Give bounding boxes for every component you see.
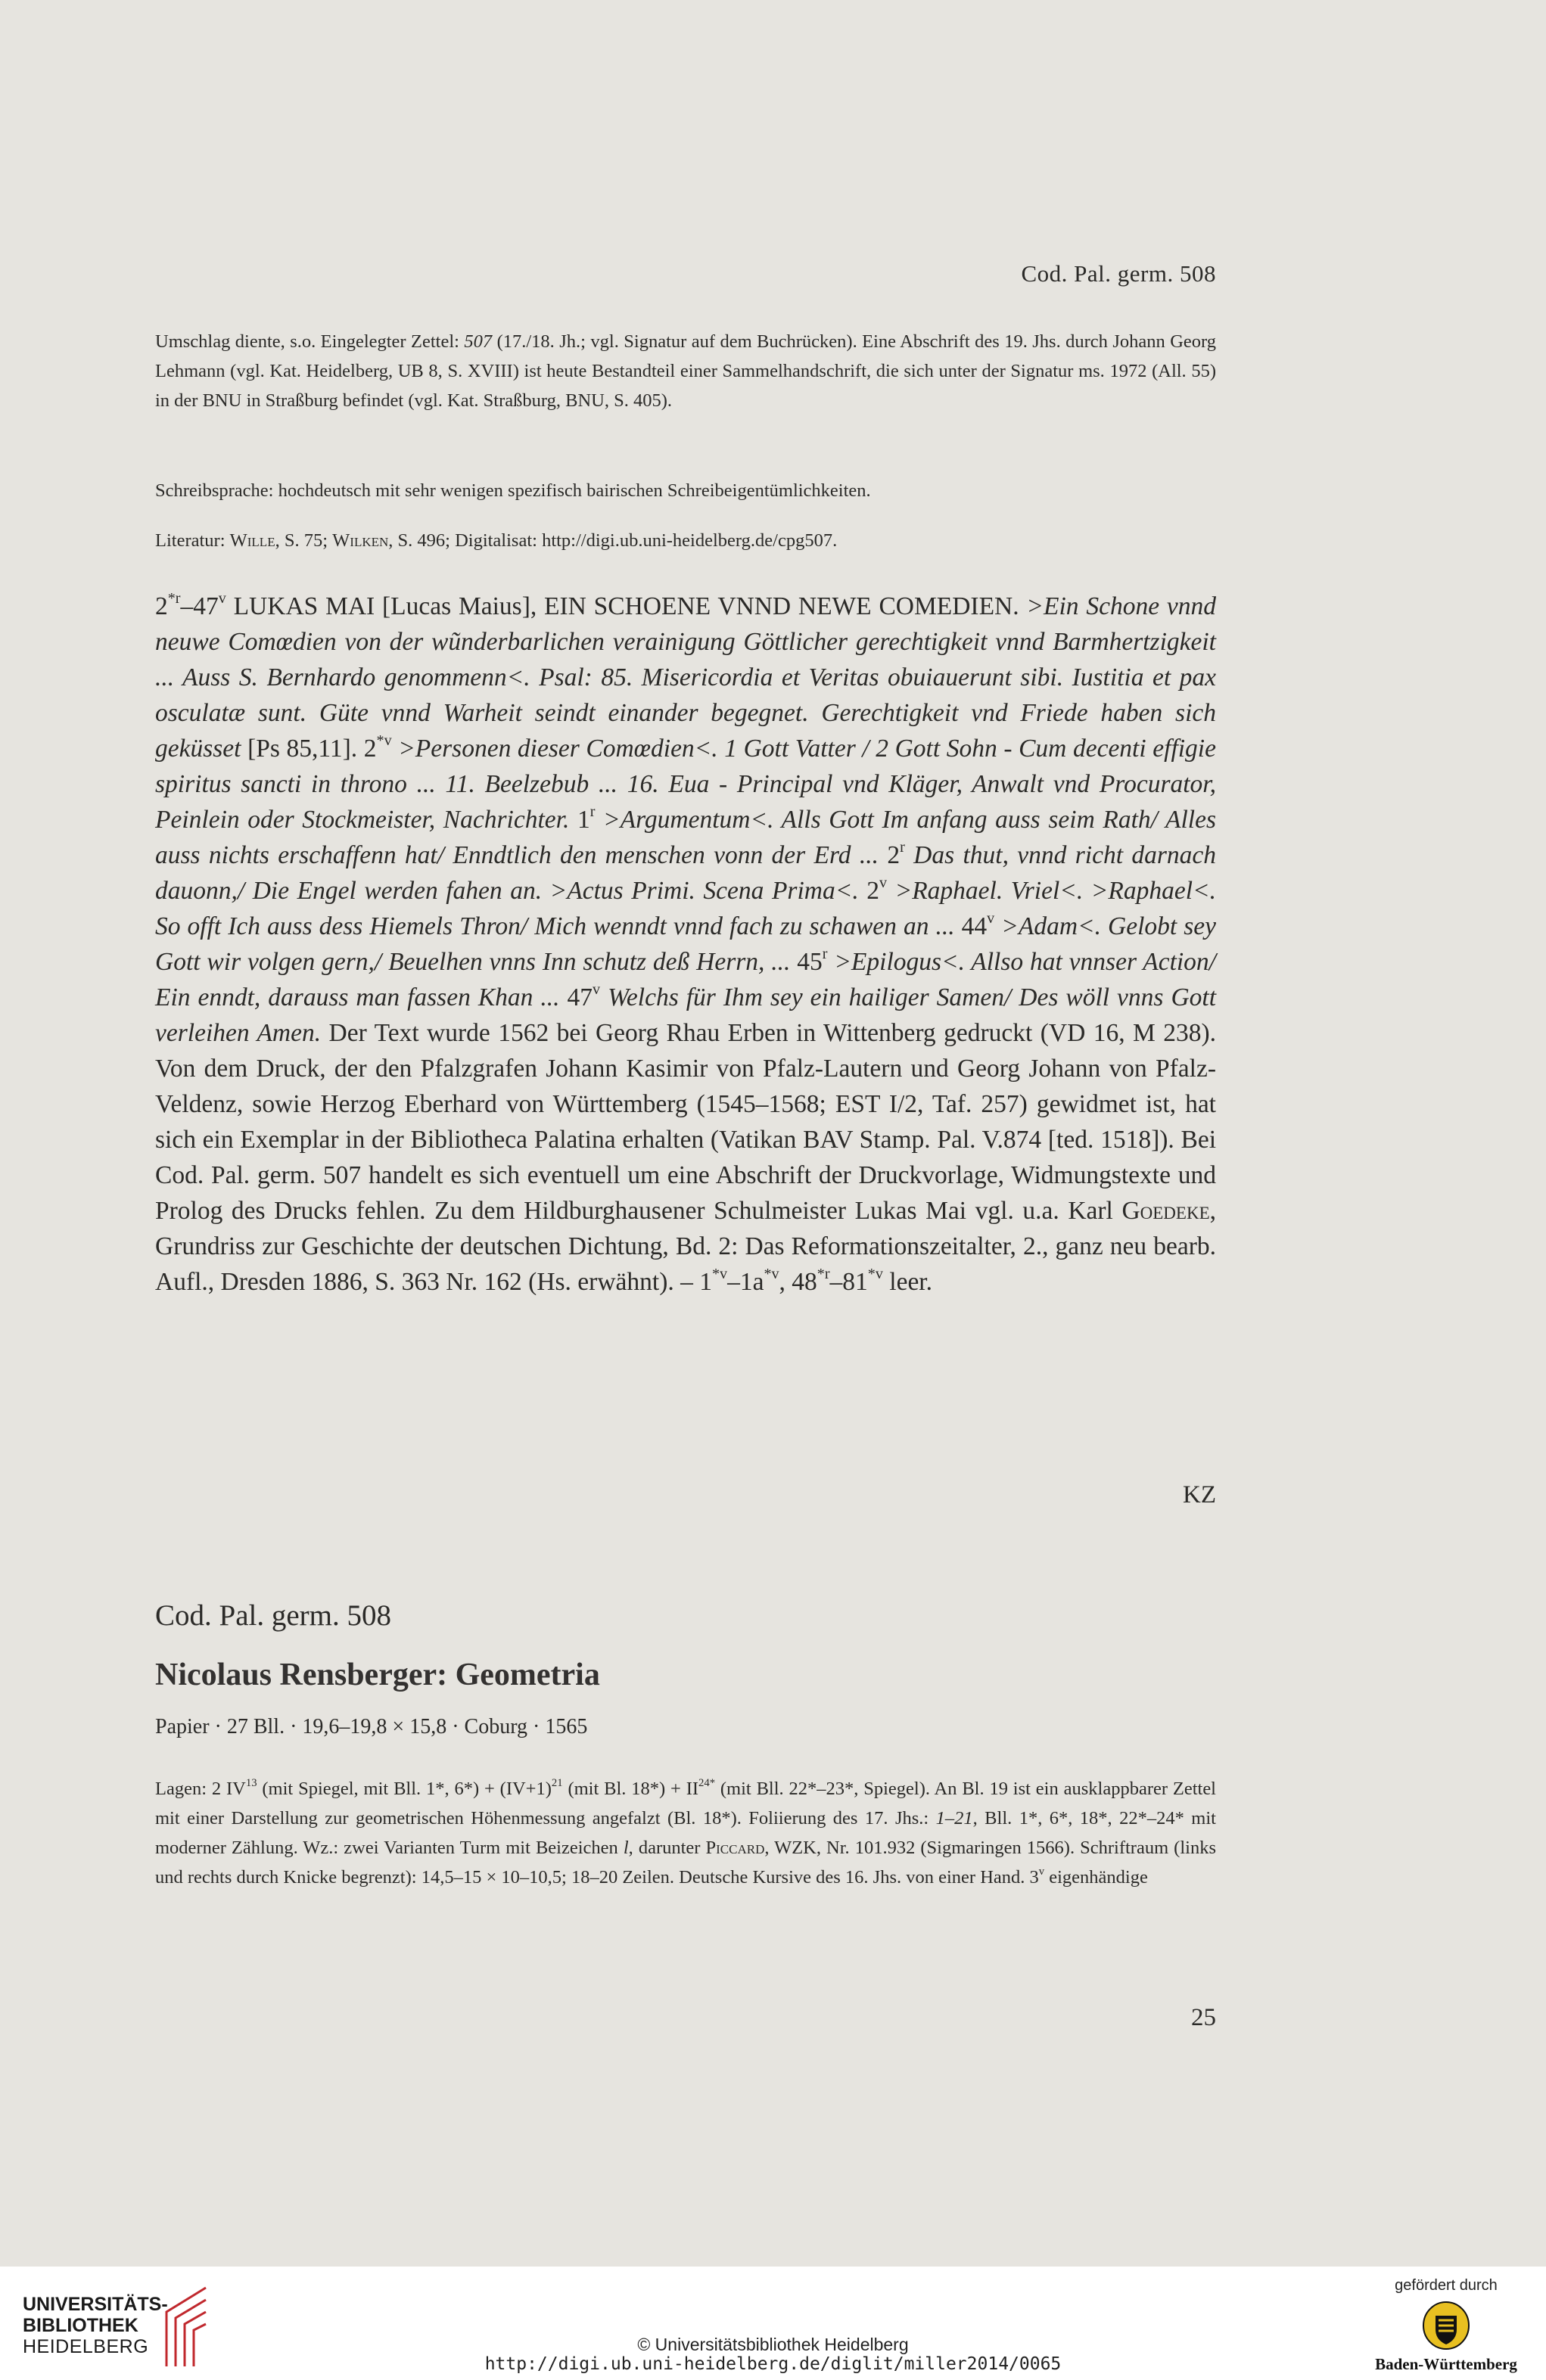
sponsor-block: gefördert durch Baden-Württemberg xyxy=(1375,2277,1517,2373)
baden-wuerttemberg-crest-icon xyxy=(1422,2301,1470,2350)
binding-note: Umschlag diente, s.o. Eingelegter Zettel: 507 (17./18. Jh.; vgl. Signatur auf dem Buchrücken). Eine Abschrift des 19. Jhs. durch Johann Georg Lehmann (vgl. Kat. Heidelberg, UB 8, S. XVIII) ist heute Bestandteil einer Sammelhandschrift, die sich unter der Signatur ms. 1972 (All. 55) in der BNU in Straßburg befindet (vgl. Kat. Straßburg, BNU, S. 405). xyxy=(155,331,1216,411)
permalink-url[interactable]: http://digi.ub.uni-heidelberg.de/diglit/miller2014/0065 xyxy=(484,2354,1062,2374)
running-head: Cod. Pal. germ. 508 xyxy=(1021,260,1216,287)
entry-title: Nicolaus Rensberger: Geometria xyxy=(155,1658,600,1692)
viewer-footer xyxy=(0,2267,1546,2380)
codex-metadata: Papier · 27 Bll. · 19,6–19,8 × 15,8 · Coburg · 1565 xyxy=(155,1715,588,1738)
page-number: 25 xyxy=(1191,2004,1216,2031)
ub-heidelberg-logo: UNIVERSITÄTS- BIBLIOTHEK HEIDELBERG xyxy=(23,2294,168,2357)
schreibsprache-note: Schreibsprache: hochdeutsch mit sehr wenigen spezifisch bairischen Schreibeigentümlichkeiten. xyxy=(155,480,871,501)
author-initials: KZ xyxy=(1183,1481,1216,1508)
entry-heading: LUKAS MAI [Lucas Maius], EIN SCHOENE VNND NEWE COMEDIEN. xyxy=(226,592,1027,620)
main-entry-text: 2$^{*r}$–47$^v$ LUKAS MAI [Lucas Maius], EIN SCHOENE VNND NEWE COMEDIEN. >Ein Schone vnnd neuwe Comœdien von der wũnderbarlichen verainigung Göttlicher gerechtigkeit vnnd Barmhertzigkeit ... Auss S. Bernhardo genommenn<. Psal: 85. Misericordia et Veritas obuiauerunt sibi. Iustitia et pax osculatæ sunt. Güte vnnd Warheit seindt einander begegnet. Gerechtigkeit vnd Friede haben sich geküsset [Ps 85,11]. $2^{*v}$ >Personen dieser Comœdien<. 1 Gott Vatter / 2 Gott Sohn - Cum decenti effigie spiritus sancti in throno ... 11. Beelzebub ... 16. Eua - Principal vnd Kläger, Anwalt vnd Procurator, Peinlein oder Stockmeister, Nachrichter. $1^r$ >Argumentum<. Alls Gott Im anfang auss seim Rath/ Alles auss nichts erschaffenn hat/ Enndtlich den menschen vonn der Erd ... 2$^r$ Das thut, vnnd richt darnach dauonn,/ Die Engel werden fahen an. >Actus Primi. Scena Prima<. $2^v$ >Raphael. Vriel<. >Raphael<. So offt Ich auss dess Hiemels Thron/ Mich wenndt vnnd fach zu schawen an ... $44^v$ >Adam<. Gelobt sey Gott wir volgen gern,/ Beuelhen vnns Inn schutz deß Herrn, ... $45^r$ >Epilogus<. Allso hat vnnser Action/ Ein enndt, darauss man fassen Khan ... 47$^v$ Welchs für Ihm sey ein hailiger Samen/ Des wöll vnns Gott verleihen Amen. Der Text wurde 1562 bei Georg Rhau Erben in Wittenberg gedruckt (VD 16, M 238). Von dem Druck, der den Pfalzgrafen Johann Kasimir von Pfalz-Lautern und Georg Johann von Pfalz-Veldenz, sowie Herzog Eberhard von Württemberg (1545–1568; EST I/2, Taf. 257) gewidmet ist, hat sich ein Exemplar in der Bibliotheca Palatina erhalten (Vatikan BAV Stamp. Pal. V.874 [ted. 1518]). Bei Cod. Pal. germ. 507 handelt es sich eventuell um eine Abschrift der Druckvorlage, Widmungstexte und Prolog des Drucks fehlen. Zu dem Hildburghausener Schulmeister Lukas Mai vgl. u.a. Karl Goedeke, Grundriss zur Geschichte der deutschen Dichtung, Bd. 2: Das Reformationszeitalter, 2., ganz neu bearb. Aufl., Dresden 1886, S. 363 Nr. 162 (Hs. erwähnt). – $1^{*v}-1a^{*v}$, 48$^{*r}$–81$^{*v}$ leer. xyxy=(155,589,1217,1296)
signature-heading: Cod. Pal. germ. 508 xyxy=(155,1599,391,1632)
literature-note: Literatur: Wille, S. 75; Wilken, S. 496; Digitalisat: http://digi.ub.uni-heidelberg.de/cpg507. xyxy=(155,530,838,551)
copyright-notice: © Universitätsbibliothek Heidelberg xyxy=(637,2335,909,2354)
codicology-paragraph: Lagen: 2 IV$^{13}$ (mit Spiegel, mit Bll. 1*, $6*) + (IV+1)^{21}$ (mit Bl. $18*) + II^{24*}$ (mit Bll. 22*–23*, Spiegel). An Bl. 19 ist ein ausklappbarer Zettel mit einer Darstellung zur geometrischen Höhenmessung angefalzt (Bl. 18*). Foliierung des 17. Jhs.: 1–21, Bll. 1*, 6*, 18*, 22*–24* mit moderner Zählung. Wz.: zwei Varianten Turm mit Beizeichen l, darunter Piccard, WZK, Nr. 101.932 (Sigmaringen 1566). Schriftraum (links und rechts durch Knicke begrenzt): 14,5–15 × 10–10,5; 18–20 Zeilen. Deutsche Kursive des 16. Jhs. von einer Hand. 3$^v$ eigenhändige xyxy=(155,1776,1216,1888)
